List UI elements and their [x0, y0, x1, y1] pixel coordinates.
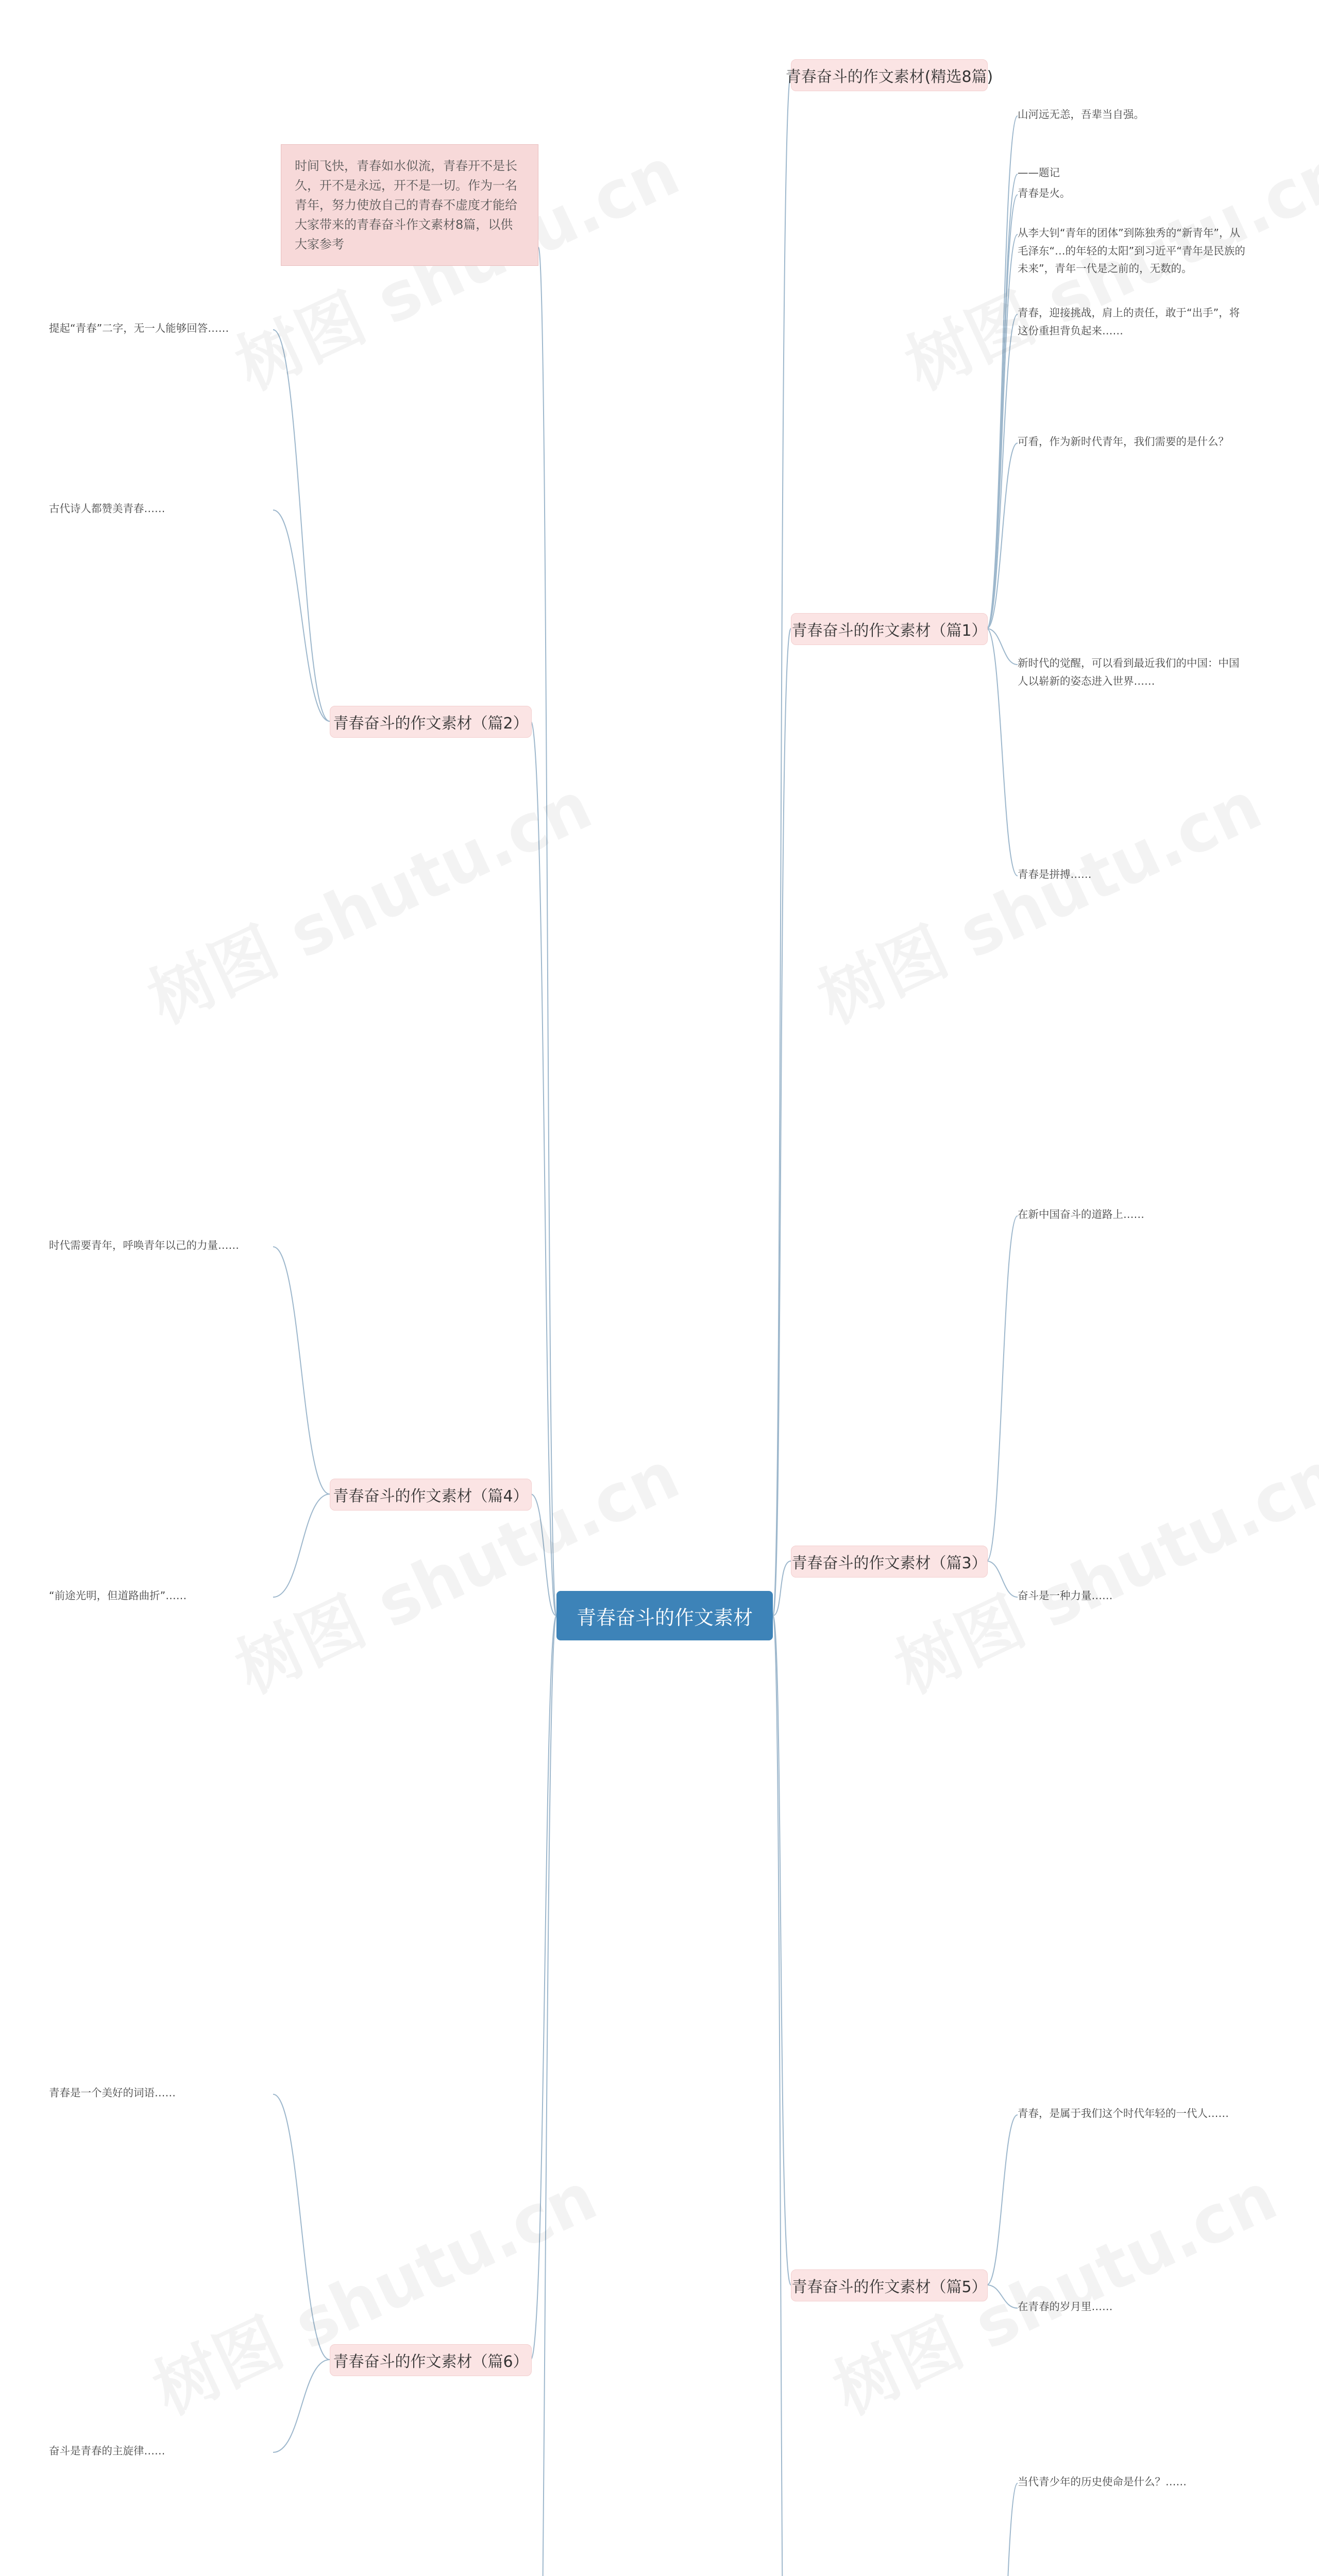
- connector: [773, 629, 791, 1616]
- right-branch-4-leaf: 当代青少年的历史使命是什么？……: [1018, 2476, 1187, 2488]
- connector: [987, 195, 1018, 629]
- connector: [773, 1616, 791, 2285]
- connector: [273, 510, 330, 721]
- right-branch-2-leaf: 奋斗是一种力量……: [1018, 1589, 1113, 1602]
- right-branch-3-leaf: 青春，是属于我们这个时代年轻的一代人……: [1018, 2107, 1229, 2120]
- connector: [987, 234, 1018, 629]
- left-branch-2-leaf: 青春是一个美好的词语……: [49, 2087, 176, 2099]
- left-branch-2[interactable]: 青春奋斗的作文素材（篇6）: [330, 2344, 532, 2376]
- connector: [773, 75, 791, 1616]
- left-branch-0[interactable]: 青春奋斗的作文素材（篇2）: [330, 706, 532, 738]
- left-branch-1[interactable]: 青春奋斗的作文素材（篇4）: [330, 1479, 532, 1511]
- connector: [987, 2115, 1018, 2285]
- right-branch-1-leaf: 可看，作为新时代青年，我们需要的是什么？: [1018, 435, 1229, 448]
- right-branch-3[interactable]: 青春奋斗的作文素材（篇5）: [791, 2269, 988, 2301]
- right-branch-0[interactable]: 青春奋斗的作文素材(精选8篇): [791, 59, 988, 91]
- right-branch-2-leaf: 在新中国奋斗的道路上……: [1018, 1208, 1144, 1221]
- left-branch-2-leaf: 奋斗是青春的主旋律……: [49, 2445, 165, 2457]
- left-branch-1-leaf: “前途光明，但道路曲折”……: [49, 1589, 187, 1602]
- connector: [273, 2094, 330, 2360]
- root-node: 青春奋斗的作文素材: [556, 1591, 773, 1640]
- connector: [987, 2285, 1018, 2308]
- intro-summary: 时间飞快，青春如水似流，青春开不是长久，开不是永远，开不是一切。作为一名青年，努力使放自己的青春不虚度才能给大家带来的青春奋斗作文素材8篇，以供大家参考: [281, 144, 538, 266]
- connector: [987, 629, 1018, 665]
- right-branch-1[interactable]: 青春奋斗的作文素材（篇1）: [791, 613, 988, 645]
- right-branch-1-leaf: 青春是火。: [1018, 187, 1071, 199]
- right-branch-1-leaf: 从李大钊“青年的团体”到陈独秀的“新青年”，从毛泽东“…的年轻的太阳”到习近平“青年是民族的未来”，青年一代是之前的，无数的。: [1018, 227, 1245, 275]
- left-branch-0-leaf: 提起“青春”二字，无一人能够回答……: [49, 322, 229, 334]
- connector: [987, 2483, 1018, 2576]
- connector: [987, 1216, 1018, 1561]
- right-branch-1-leaf: 山河远无恙，吾辈当自强。: [1018, 108, 1144, 121]
- connector: [273, 1247, 330, 1494]
- connector: [773, 1616, 791, 2576]
- connector: [531, 721, 556, 1616]
- connector: [273, 2360, 330, 2452]
- connector: [531, 1616, 556, 2576]
- right-branch-1-leaf: 青春，迎接挑战，肩上的责任，敢于“出手”，将这份重担背负起来……: [1018, 307, 1240, 337]
- right-branch-2[interactable]: 青春奋斗的作文素材（篇3）: [791, 1546, 988, 1578]
- left-branch-0-leaf: 古代诗人都赞美青春……: [49, 502, 165, 515]
- connector: [273, 1494, 330, 1597]
- connector: [987, 1561, 1018, 1597]
- connector: [987, 629, 1018, 876]
- left-branch-1-leaf: 时代需要青年，呼唤青年以己的力量……: [49, 1239, 239, 1251]
- connector: [531, 1616, 556, 2360]
- connector: [273, 330, 330, 721]
- right-branch-1-leaf: 青春是拼搏……: [1018, 868, 1092, 880]
- right-branch-3-leaf: 在青春的岁月里……: [1018, 2300, 1113, 2313]
- right-branch-1-leaf: ——题记: [1018, 166, 1060, 179]
- right-branch-1-leaf: 新时代的觉醒，可以看到最近我们的中国：中国人以崭新的姿态进入世界……: [1018, 657, 1240, 687]
